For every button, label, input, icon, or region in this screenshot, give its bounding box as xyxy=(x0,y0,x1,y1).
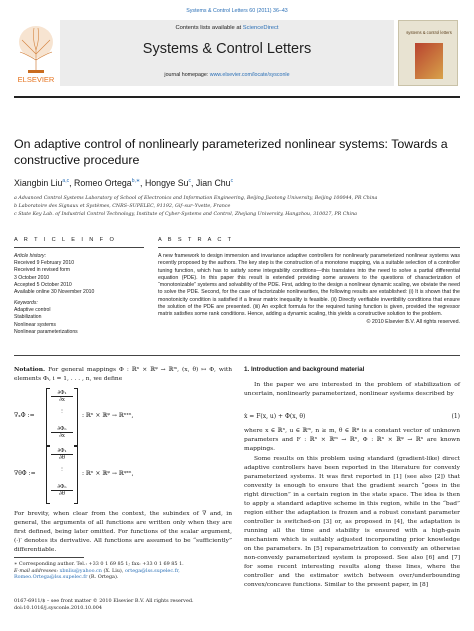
notation-text: For general mappings Φ : ℝⁿ × ℝᵠ → ℝᵐ, (x, θ) ↦ Φ, with elements Φᵢ, i = 1, . . . , n, we define xyxy=(14,367,233,382)
email-label: E-mail addresses: xyxy=(14,567,59,574)
cover-artwork xyxy=(415,43,443,79)
keyword: Stabilization xyxy=(14,314,42,321)
elsevier-logo xyxy=(14,20,58,86)
nabla-x-domain: : ℝⁿ × ℝᵠ → ℝⁿˣⁿ, xyxy=(82,412,134,419)
affiliation: c State Key Lab. of Industrial Control Technology, Institute of Cyber-Systems and Control, Zhejiang University, Hangzhou, 310027, PR China xyxy=(14,212,358,217)
keywords xyxy=(14,300,144,336)
journal-title: Systems & Control Letters xyxy=(142,41,312,57)
author-affiliation-mark[interactable]: a,c xyxy=(62,178,70,185)
author-list: Xiangbin Liu$^{a,c}$, Romeo Ortega$^{b,∗}$, Hongye Su$^c$, Jian Chu$^c$ xyxy=(14,178,234,188)
author-affiliation-mark[interactable]: c xyxy=(188,178,191,185)
vertical-dots: ⋮ xyxy=(59,467,65,473)
nabla-x-matrix xyxy=(46,388,78,446)
history-line: 3 October 2010 xyxy=(14,274,50,281)
author-affiliation-mark[interactable]: b,∗ xyxy=(131,178,141,185)
equation-number: (1) xyxy=(451,413,460,420)
history-line: Received 9 February 2010 xyxy=(14,260,75,267)
email-link[interactable]: xbnliu@yahoo.cn xyxy=(59,567,102,574)
article-info-heading: A R T I C L E I N F O xyxy=(14,237,117,243)
abstract-rule xyxy=(158,247,460,248)
vertical-dots: ⋮ xyxy=(59,409,65,415)
keyword: Nonlinear systems xyxy=(14,321,56,328)
keyword: Adaptive control xyxy=(14,307,51,314)
history-line: Received in revised form xyxy=(14,267,71,274)
partial-fraction: $\frac{\text{∂Φ₁}}{\partial\theta}$ xyxy=(51,448,73,461)
affiliation: b Laboratoire des Signaux et Systèmes, CNRS–SUPELEC, 91192, Gif–sur–Yvette, France xyxy=(14,204,231,209)
homepage-link[interactable]: www.elsevier.com/locate/sysconle xyxy=(209,72,290,78)
journal-homepage xyxy=(60,72,394,78)
keyword: Nonlinear parameterizations xyxy=(14,328,78,335)
sciencedirect-link[interactable]: ScienceDirect xyxy=(242,25,279,31)
abstract-heading: A B S T R A C T xyxy=(158,237,234,243)
author-name[interactable]: Romeo Ortega xyxy=(73,178,132,188)
equation-expression: ẋ = F(x, u) + Φ(x, θ) xyxy=(244,413,306,420)
definitions-paragraph: where x ∈ ℝⁿ, u ∈ ℝᵐ, n ≥ m, θ ∈ ℝᵠ is a constant vector of unknown parameters and F : ℝⁿ × ℝᵐ → ℝⁿ, Φ : ℝⁿ × ℝᵠ → ℝⁿ are known mappings. xyxy=(244,428,460,452)
affiliation: a Advanced Control Systems Laboratory of School of Electronics and Information Engineering, Beijing Jiaotong University, Beijing 100044, PR China xyxy=(14,196,378,201)
section-title: 1. Introduction and background material xyxy=(244,366,365,373)
footnote-rule xyxy=(14,557,84,558)
copyright: © 2010 Elsevier B.V. All rights reserved. xyxy=(366,318,460,325)
history-label: Article history: xyxy=(14,253,46,259)
abstract-bottom-rule xyxy=(14,355,460,356)
equation-1 xyxy=(244,413,460,420)
author-name[interactable]: Jian Chu xyxy=(195,178,231,188)
abstract-text: A new framework to design immersion and invariance adaptive controllers for nonlinearly parameterized nonlinear systems was recently proposed by the authors. The key step is the construction of a monotone mapping, via a suitable selection of a controller tuning function, which has to satisfy some integrability conditions—this translates into the need to solve a partial differential equation (PDE). In this paper this result is extended providing some answers to the questions of characterization of “monotonizable” systems and solvability of the PDE. First, adding to the design a nonlinear dynamic scaling, we obviate the need to solve the PDE. Second, for the case of factorizable nonlinearities, the following results are established: (i) It is shown that the monotonicity condition is satisfied if a linear matrix inequality is feasible. (ii) Directly verifiable invertibility conditions that ensure the solution of the PDE are presented. (iii) An explicit formula for the required tuning function is given, provided the regressor matrix satisfies some rank conditions. Hence, adding a dynamic scaling, this yields a constructive solution to the problem. xyxy=(158,253,460,318)
history-line: Accepted 5 October 2010 xyxy=(14,281,72,288)
email-owner: (R. Ortega). xyxy=(89,574,119,581)
nabla-theta-matrix xyxy=(46,446,78,504)
author-affiliation-mark[interactable]: c xyxy=(230,178,234,185)
notation-label: Notation. xyxy=(14,366,46,373)
abstract-body xyxy=(158,253,460,326)
partial-fraction: $\frac{\text{∂Φₙ}}{\partial\theta}$ xyxy=(51,484,73,497)
footnote-marker: ∗ xyxy=(14,561,18,567)
front-matter xyxy=(14,598,232,611)
partial-fraction: $\frac{\text{∂Φₙ}}{\partial x}$ xyxy=(51,426,73,439)
header-rule xyxy=(14,96,460,98)
cover-title: systems & control letters xyxy=(406,30,452,35)
history-line: Available online 30 November 2010 xyxy=(14,289,95,296)
homepage-prefix: journal homepage: xyxy=(164,72,210,78)
brevity-paragraph: For brevity, when clear from the context, the subindex of ∇ and, in general, the arguments of all functions are written only when they are first defined, being later omitted. For functions of the scalar argument, (·)′ denotes its derivative. All functions are assumed to be “sufficiently” differentiable. xyxy=(14,511,232,553)
svg-text:ELSEVIER: ELSEVIER xyxy=(17,75,55,84)
partial-fraction: $\frac{\text{∂Φ₁}}{\partial x}$ xyxy=(51,390,73,403)
nabla-theta-domain: : ℝⁿ × ℝᵠ → ℝᵠˣⁿ, xyxy=(82,470,134,477)
journal-cover-image xyxy=(398,20,458,86)
intro-paragraph: In the paper we are interested in the problem of stabilization of uncertain, nonlinearly parameterized, nonlinear systems described by xyxy=(244,382,460,397)
author-name[interactable]: Hongye Su xyxy=(144,178,189,188)
literature-paragraph: Some results on this problem using standard (gradient-like) direct adaptive controllers have been reported in the literature for convexly parameterized systems. It was first reported in [1] (see also [2]) that convexity is enough to ensure that the gradient search “goes in the right direction” in a certain region in the state space. The idea is then to apply a standard adaptive scheme in this region, while in the “bad” region either the adaptation is frozen and a robust constant parameter controller is switched-on [3] or, as proposed in [4], the adaptation is running all the time and stability is ensured with a high-gain mechanism which is suitably adjusted incorporating prior knowledge on the parameters. In [5] reparametrization to convexify an otherwise non-convexly parameterized system is proposed. See also [6] and [7] for some recent interesting results along these lines, where the controller and the estimator switch between over/underbounding convex/concave functions. Similar to the present paper, in [8] xyxy=(244,456,460,588)
nabla-theta-symbol: ∇θΦ := xyxy=(14,470,36,477)
footnote xyxy=(14,561,232,581)
email-link[interactable]: ortega@lss.supelec.fr, xyxy=(124,567,180,574)
contents-prefix: Contents lists available at xyxy=(175,25,243,31)
article-info-rule xyxy=(14,247,144,248)
email-link[interactable]: Romeo.Ortega@lss.supelec.fr xyxy=(14,574,88,581)
nabla-x-symbol: ∇ₓΦ := xyxy=(14,412,35,419)
keywords-label: Keywords: xyxy=(14,300,38,306)
journal-reference[interactable]: Systems & Control Letters 60 (2011) 36–43 xyxy=(186,8,288,14)
issn-line: 0167-6911/$ – see front matter © 2010 Elsevier B.V. All rights reserved. xyxy=(14,598,194,604)
paper-title: On adaptive control of nonlinearly parameterized nonlinear systems: Towards a constructive procedure xyxy=(14,137,448,167)
contents-line xyxy=(60,25,394,31)
footnote-text: Corresponding author. Tel.: +33 0 1 69 85 1; fax: +33 0 1 69 85 1. xyxy=(18,561,184,567)
doi-link[interactable]: doi:10.1016/j.sysconle.2010.10.004 xyxy=(14,604,102,611)
email-owner: (X. Liu), xyxy=(103,567,124,574)
author-name[interactable]: Xiangbin Liu xyxy=(14,178,63,188)
notation-paragraph xyxy=(14,365,232,384)
article-history xyxy=(14,253,144,296)
